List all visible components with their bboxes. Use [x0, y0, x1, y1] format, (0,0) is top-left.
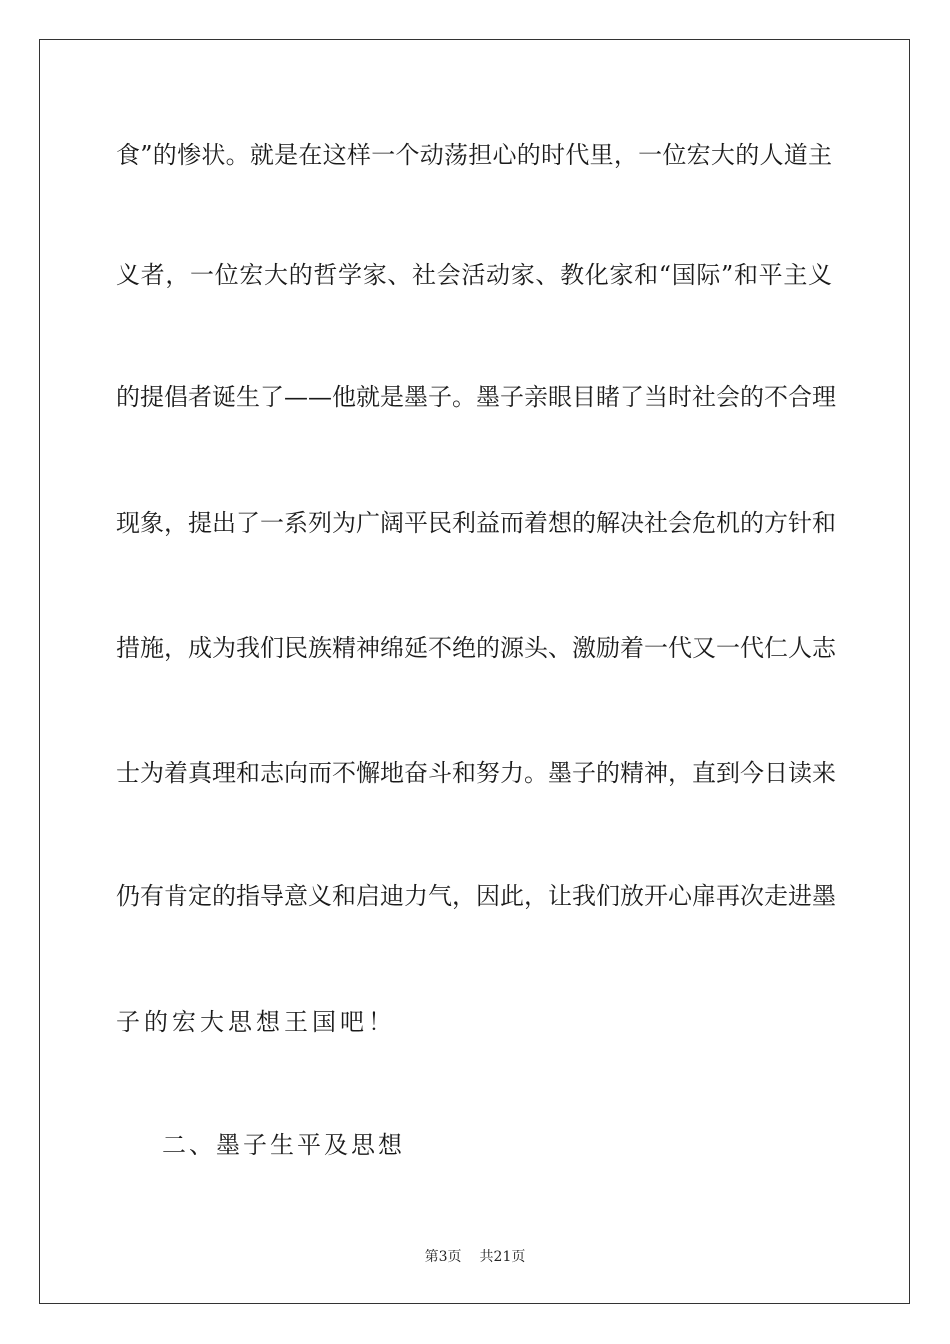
body-text-line: 食”的惨状。就是在这样一个动荡担心的时代里，一位宏大的人道主: [116, 141, 832, 169]
section-heading: 二、墨子生平及思想: [162, 1131, 405, 1159]
body-text-line: 的提倡者诞生了——他就是墨子。墨子亲眼目睹了当时社会的不合理: [116, 383, 836, 411]
page-footer: [0, 1248, 950, 1266]
body-text-line: 措施，成为我们民族精神绵延不绝的源头、激励着一代又一代仁人志: [116, 634, 836, 662]
page-number: 第3页: [424, 1249, 462, 1265]
body-text-line: 仍有肯定的指导意义和启迪力气，因此，让我们放开心扉再次走进墨: [116, 882, 836, 910]
body-text-line: 现象，提出了一系列为广阔平民利益而着想的解决社会危机的方针和: [116, 509, 836, 537]
page-border: [39, 39, 910, 1304]
body-text-line: 子的宏大思想王国吧！: [116, 1008, 396, 1036]
body-text-line: 义者，一位宏大的哲学家、社会活动家、教化家和“国际”和平主义: [116, 261, 832, 289]
body-text-line: 士为着真理和志向而不懈地奋斗和努力。墨子的精神，直到今日读来: [116, 759, 836, 787]
page-total: 共21页: [479, 1249, 526, 1265]
